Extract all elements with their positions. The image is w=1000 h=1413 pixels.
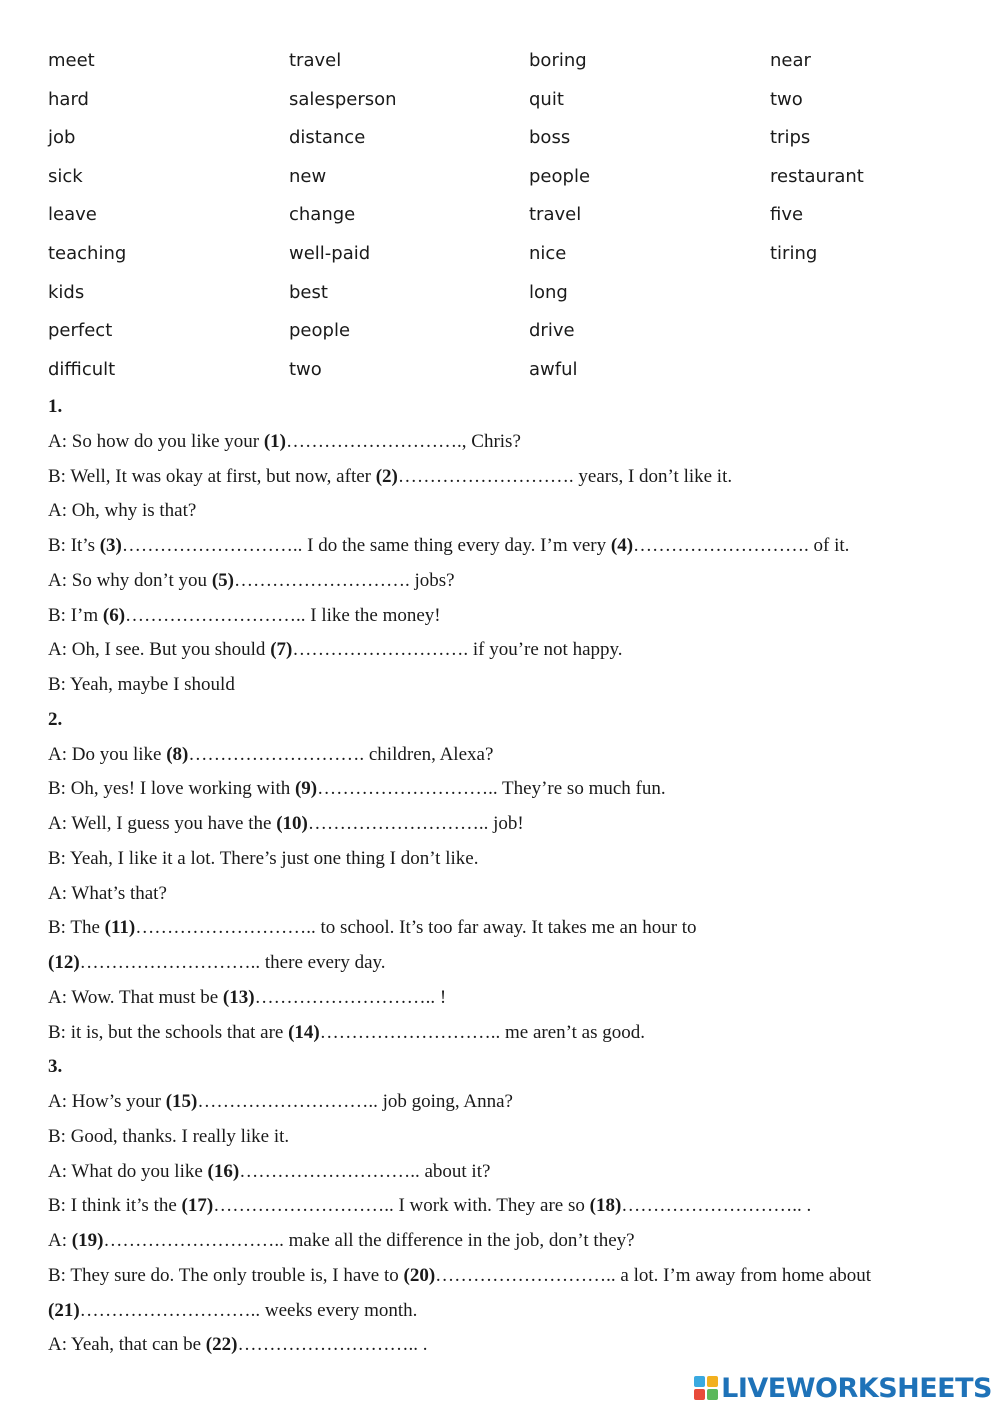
section-number: 3. bbox=[48, 1056, 63, 1078]
word-bank-row bbox=[48, 235, 948, 274]
word-bank-row bbox=[48, 81, 948, 120]
dialogue-line bbox=[48, 1155, 948, 1190]
answer-blank[interactable]: ……………………… bbox=[135, 917, 307, 939]
word-bank-word: five bbox=[770, 204, 804, 226]
gap-number: (1) bbox=[263, 430, 287, 452]
dialogue-text: .. about it? bbox=[410, 1160, 491, 1182]
word-bank-word: distance bbox=[289, 127, 366, 149]
word-bank-row bbox=[48, 196, 948, 235]
word-bank-row bbox=[48, 274, 948, 313]
gap-number: (20) bbox=[403, 1264, 436, 1286]
word-bank-word: travel bbox=[289, 50, 342, 71]
dialogue-text: A: Yeah, that can be bbox=[48, 1334, 206, 1356]
word-bank-word: teaching bbox=[48, 242, 127, 264]
answer-blank[interactable]: ……………………… bbox=[292, 639, 464, 661]
dialogue-exercise bbox=[48, 390, 948, 1363]
dialogue-text: .. job going, Anna? bbox=[368, 1091, 513, 1112]
word-bank-word: boss bbox=[529, 127, 571, 149]
dialogue-text: B: They sure do. The only trouble is, I have to bbox=[48, 1264, 404, 1286]
gap-number: (15) bbox=[165, 1091, 198, 1112]
word-bank-word: two bbox=[770, 88, 803, 110]
dialogue-text: B: Well, It was okay at first, but now, after bbox=[48, 465, 376, 487]
dialogue-line bbox=[48, 911, 948, 946]
word-bank bbox=[48, 42, 948, 389]
dialogue-line bbox=[48, 1294, 948, 1329]
word-bank-word: kids bbox=[48, 281, 85, 303]
dialogue-line bbox=[48, 599, 948, 634]
word-bank-word: difficult bbox=[48, 358, 116, 380]
word-bank-word: awful bbox=[529, 358, 578, 380]
word-bank-word: long bbox=[529, 281, 568, 303]
answer-blank[interactable]: ……………………… bbox=[307, 813, 479, 834]
dialogue-line bbox=[48, 1328, 948, 1363]
dialogue-text: A: So why don’t you bbox=[48, 569, 212, 591]
dialogue-line bbox=[48, 981, 948, 1016]
word-bank-word: sick bbox=[48, 165, 83, 187]
dialogue-text: B: Oh, yes! I love working with bbox=[48, 778, 295, 800]
dialogue-text: .. to school. It’s too far away. It takes me an hour to bbox=[306, 917, 697, 939]
dialogue-text: B: Yeah, I like it a lot. There’s just one thing I don’t like. bbox=[48, 847, 479, 869]
word-bank-word: nice bbox=[529, 242, 567, 264]
word-bank-row bbox=[48, 158, 948, 197]
answer-blank[interactable]: ……………………… bbox=[237, 1334, 409, 1356]
dialogue-text: A: Wow. That must be bbox=[48, 986, 223, 1008]
dialogue-text: A: Well, I guess you have the bbox=[48, 813, 277, 834]
dialogue-text: .. me aren’t as good. bbox=[490, 1021, 646, 1043]
gap-number: (2) bbox=[375, 465, 398, 487]
word-bank-word: perfect bbox=[48, 320, 113, 342]
dialogue-text: . children, Alexa? bbox=[359, 743, 494, 765]
answer-blank[interactable]: ……………………… bbox=[397, 465, 569, 487]
dialogue-text: . of it. bbox=[804, 535, 850, 556]
gap-number: (14) bbox=[288, 1021, 320, 1043]
word-bank-word: people bbox=[289, 320, 351, 342]
dialogue-line bbox=[48, 772, 948, 807]
word-bank-word: leave bbox=[48, 204, 97, 226]
logo-text: LIVEWORKSHEETS bbox=[721, 1372, 992, 1404]
gap-number: (21) bbox=[48, 1299, 80, 1321]
answer-blank[interactable]: ……………………… bbox=[125, 604, 297, 626]
dialogue-text: .. I do the same thing every day. I’m very bbox=[292, 535, 611, 556]
dialogue-text: A: bbox=[48, 1230, 72, 1251]
answer-blank[interactable]: ……………………… bbox=[286, 430, 458, 452]
gap-number: (12) bbox=[48, 952, 80, 973]
gap-number: (4) bbox=[610, 535, 634, 556]
dialogue-text: .. . bbox=[408, 1334, 428, 1356]
word-bank-word: quit bbox=[529, 88, 564, 110]
answer-blank[interactable]: ……………………… bbox=[317, 778, 489, 800]
word-bank-word: travel bbox=[529, 204, 582, 226]
dialogue-text: .. I like the money! bbox=[296, 604, 441, 626]
dialogue-text: B: I think it’s the bbox=[48, 1195, 182, 1217]
answer-blank[interactable]: ……………………… bbox=[435, 1264, 607, 1286]
word-bank-row bbox=[48, 351, 948, 390]
dialogue-line bbox=[48, 425, 948, 460]
gap-number: (8) bbox=[166, 743, 189, 765]
answer-blank[interactable]: ……………………… bbox=[188, 743, 360, 765]
word-bank-word: people bbox=[529, 165, 591, 187]
dialogue-line bbox=[48, 529, 948, 564]
dialogue-text: A: Oh, why is that? bbox=[48, 500, 197, 522]
answer-blank[interactable]: ……………………… bbox=[213, 1195, 385, 1217]
dialogue-text: A: What do you like bbox=[48, 1160, 208, 1182]
dialogue-text: B: Good, thanks. I really like it. bbox=[48, 1125, 290, 1147]
dialogue-text: .. They’re so much fun. bbox=[488, 778, 666, 800]
answer-blank[interactable]: ……………………… bbox=[79, 952, 251, 973]
word-bank-word: job bbox=[48, 127, 76, 149]
dialogue-text: A: How’s your bbox=[48, 1091, 166, 1112]
gap-number: (9) bbox=[294, 778, 318, 800]
dialogue-line bbox=[48, 1016, 948, 1051]
answer-blank[interactable]: ……………………… bbox=[121, 535, 293, 556]
word-bank-word: drive bbox=[529, 320, 575, 342]
dialogue-text: A: Oh, I see. But you should bbox=[48, 639, 271, 661]
dialogue-text: .. job! bbox=[478, 813, 524, 834]
dialogue-line bbox=[48, 842, 948, 877]
dialogue-line bbox=[48, 1120, 948, 1155]
word-bank-word: best bbox=[289, 281, 328, 303]
dialogue-line bbox=[48, 1085, 948, 1120]
gap-number: (19) bbox=[71, 1230, 104, 1251]
gap-number: (10) bbox=[276, 813, 308, 834]
word-bank-word: change bbox=[289, 204, 356, 226]
dialogue-text: A: What’s that? bbox=[48, 882, 167, 904]
word-bank-word: new bbox=[289, 165, 327, 187]
gap-number: (16) bbox=[207, 1160, 240, 1182]
word-bank-word: well-paid bbox=[289, 242, 371, 264]
dialogue-line bbox=[48, 668, 948, 703]
answer-blank[interactable]: ……………………… bbox=[79, 1299, 251, 1321]
dialogue-text: . if you’re not happy. bbox=[463, 639, 623, 661]
dialogue-text: B: The bbox=[48, 917, 105, 939]
gap-number: (11) bbox=[104, 917, 136, 939]
answer-blank[interactable]: ……………………… bbox=[233, 569, 405, 591]
gap-number: (7) bbox=[270, 639, 293, 661]
section-number: 2. bbox=[48, 708, 63, 730]
dialogue-line bbox=[48, 946, 948, 981]
logo-blocks-icon bbox=[694, 1376, 718, 1400]
dialogue-line bbox=[48, 877, 948, 912]
gap-number: (17) bbox=[181, 1195, 214, 1217]
answer-blank[interactable]: ……………………… bbox=[633, 535, 805, 556]
word-bank-word: salesperson bbox=[289, 88, 397, 110]
dialogue-text: .. make all the difference in the job, don’t they? bbox=[274, 1230, 635, 1251]
dialogue-text: .. . bbox=[792, 1195, 812, 1217]
section-number: 1. bbox=[48, 396, 63, 417]
liveworksheets-logo[interactable] bbox=[694, 1371, 992, 1405]
answer-blank[interactable]: ……………………… bbox=[103, 1230, 275, 1251]
dialogue-line bbox=[48, 1259, 948, 1294]
dialogue-text: .. there every day. bbox=[250, 952, 386, 973]
dialogue-line bbox=[48, 633, 948, 668]
dialogue-line bbox=[48, 494, 948, 529]
dialogue-text: .. I work with. They are so bbox=[384, 1195, 590, 1217]
dialogue-text: .. a lot. I’m away from home about bbox=[606, 1264, 872, 1286]
word-bank-row bbox=[48, 119, 948, 158]
word-bank-word: two bbox=[289, 358, 322, 380]
word-bank-row bbox=[48, 312, 948, 351]
gap-number: (22) bbox=[205, 1334, 238, 1356]
dialogue-text: . jobs? bbox=[404, 569, 455, 591]
dialogue-text: .. weeks every month. bbox=[250, 1299, 418, 1321]
dialogue-text: A: So how do you like your bbox=[48, 430, 264, 452]
gap-number: (6) bbox=[102, 604, 126, 626]
dialogue-line bbox=[48, 807, 948, 842]
gap-number: (13) bbox=[222, 986, 255, 1008]
word-bank-row bbox=[48, 42, 948, 81]
dialogue-text: B: it is, but the schools that are bbox=[48, 1021, 289, 1043]
word-bank-word: near bbox=[770, 50, 811, 71]
word-bank-word: hard bbox=[48, 88, 89, 110]
word-bank-word: meet bbox=[48, 50, 95, 71]
gap-number: (5) bbox=[211, 569, 234, 591]
dialogue-line bbox=[48, 738, 948, 773]
dialogue-text: B: Yeah, maybe I should bbox=[48, 674, 235, 695]
word-bank-word: tiring bbox=[770, 242, 818, 264]
word-bank-word: boring bbox=[529, 50, 587, 71]
dialogue-line bbox=[48, 460, 948, 495]
dialogue-text: B: It’s bbox=[48, 535, 100, 556]
answer-blank[interactable]: ……………………… bbox=[621, 1195, 793, 1217]
dialogue-line bbox=[48, 1189, 948, 1224]
word-bank-word: restaurant bbox=[770, 165, 864, 187]
gap-number: (18) bbox=[589, 1195, 622, 1217]
dialogue-text: . years, I don’t like it. bbox=[568, 465, 733, 487]
dialogue-line bbox=[48, 564, 948, 599]
answer-blank[interactable]: ……………………… bbox=[319, 1021, 491, 1043]
gap-number: (3) bbox=[99, 535, 122, 556]
answer-blank[interactable]: ……………………… bbox=[254, 986, 426, 1008]
answer-blank[interactable]: ……………………… bbox=[239, 1160, 411, 1182]
dialogue-text: A: Do you like bbox=[48, 743, 167, 765]
word-bank-word: trips bbox=[770, 127, 811, 149]
dialogue-text: ., Chris? bbox=[457, 430, 521, 452]
dialogue-line bbox=[48, 1224, 948, 1259]
dialogue-text: B: I’m bbox=[48, 604, 103, 626]
dialogue-text: .. ! bbox=[425, 986, 447, 1008]
answer-blank[interactable]: ……………………… bbox=[197, 1091, 369, 1112]
